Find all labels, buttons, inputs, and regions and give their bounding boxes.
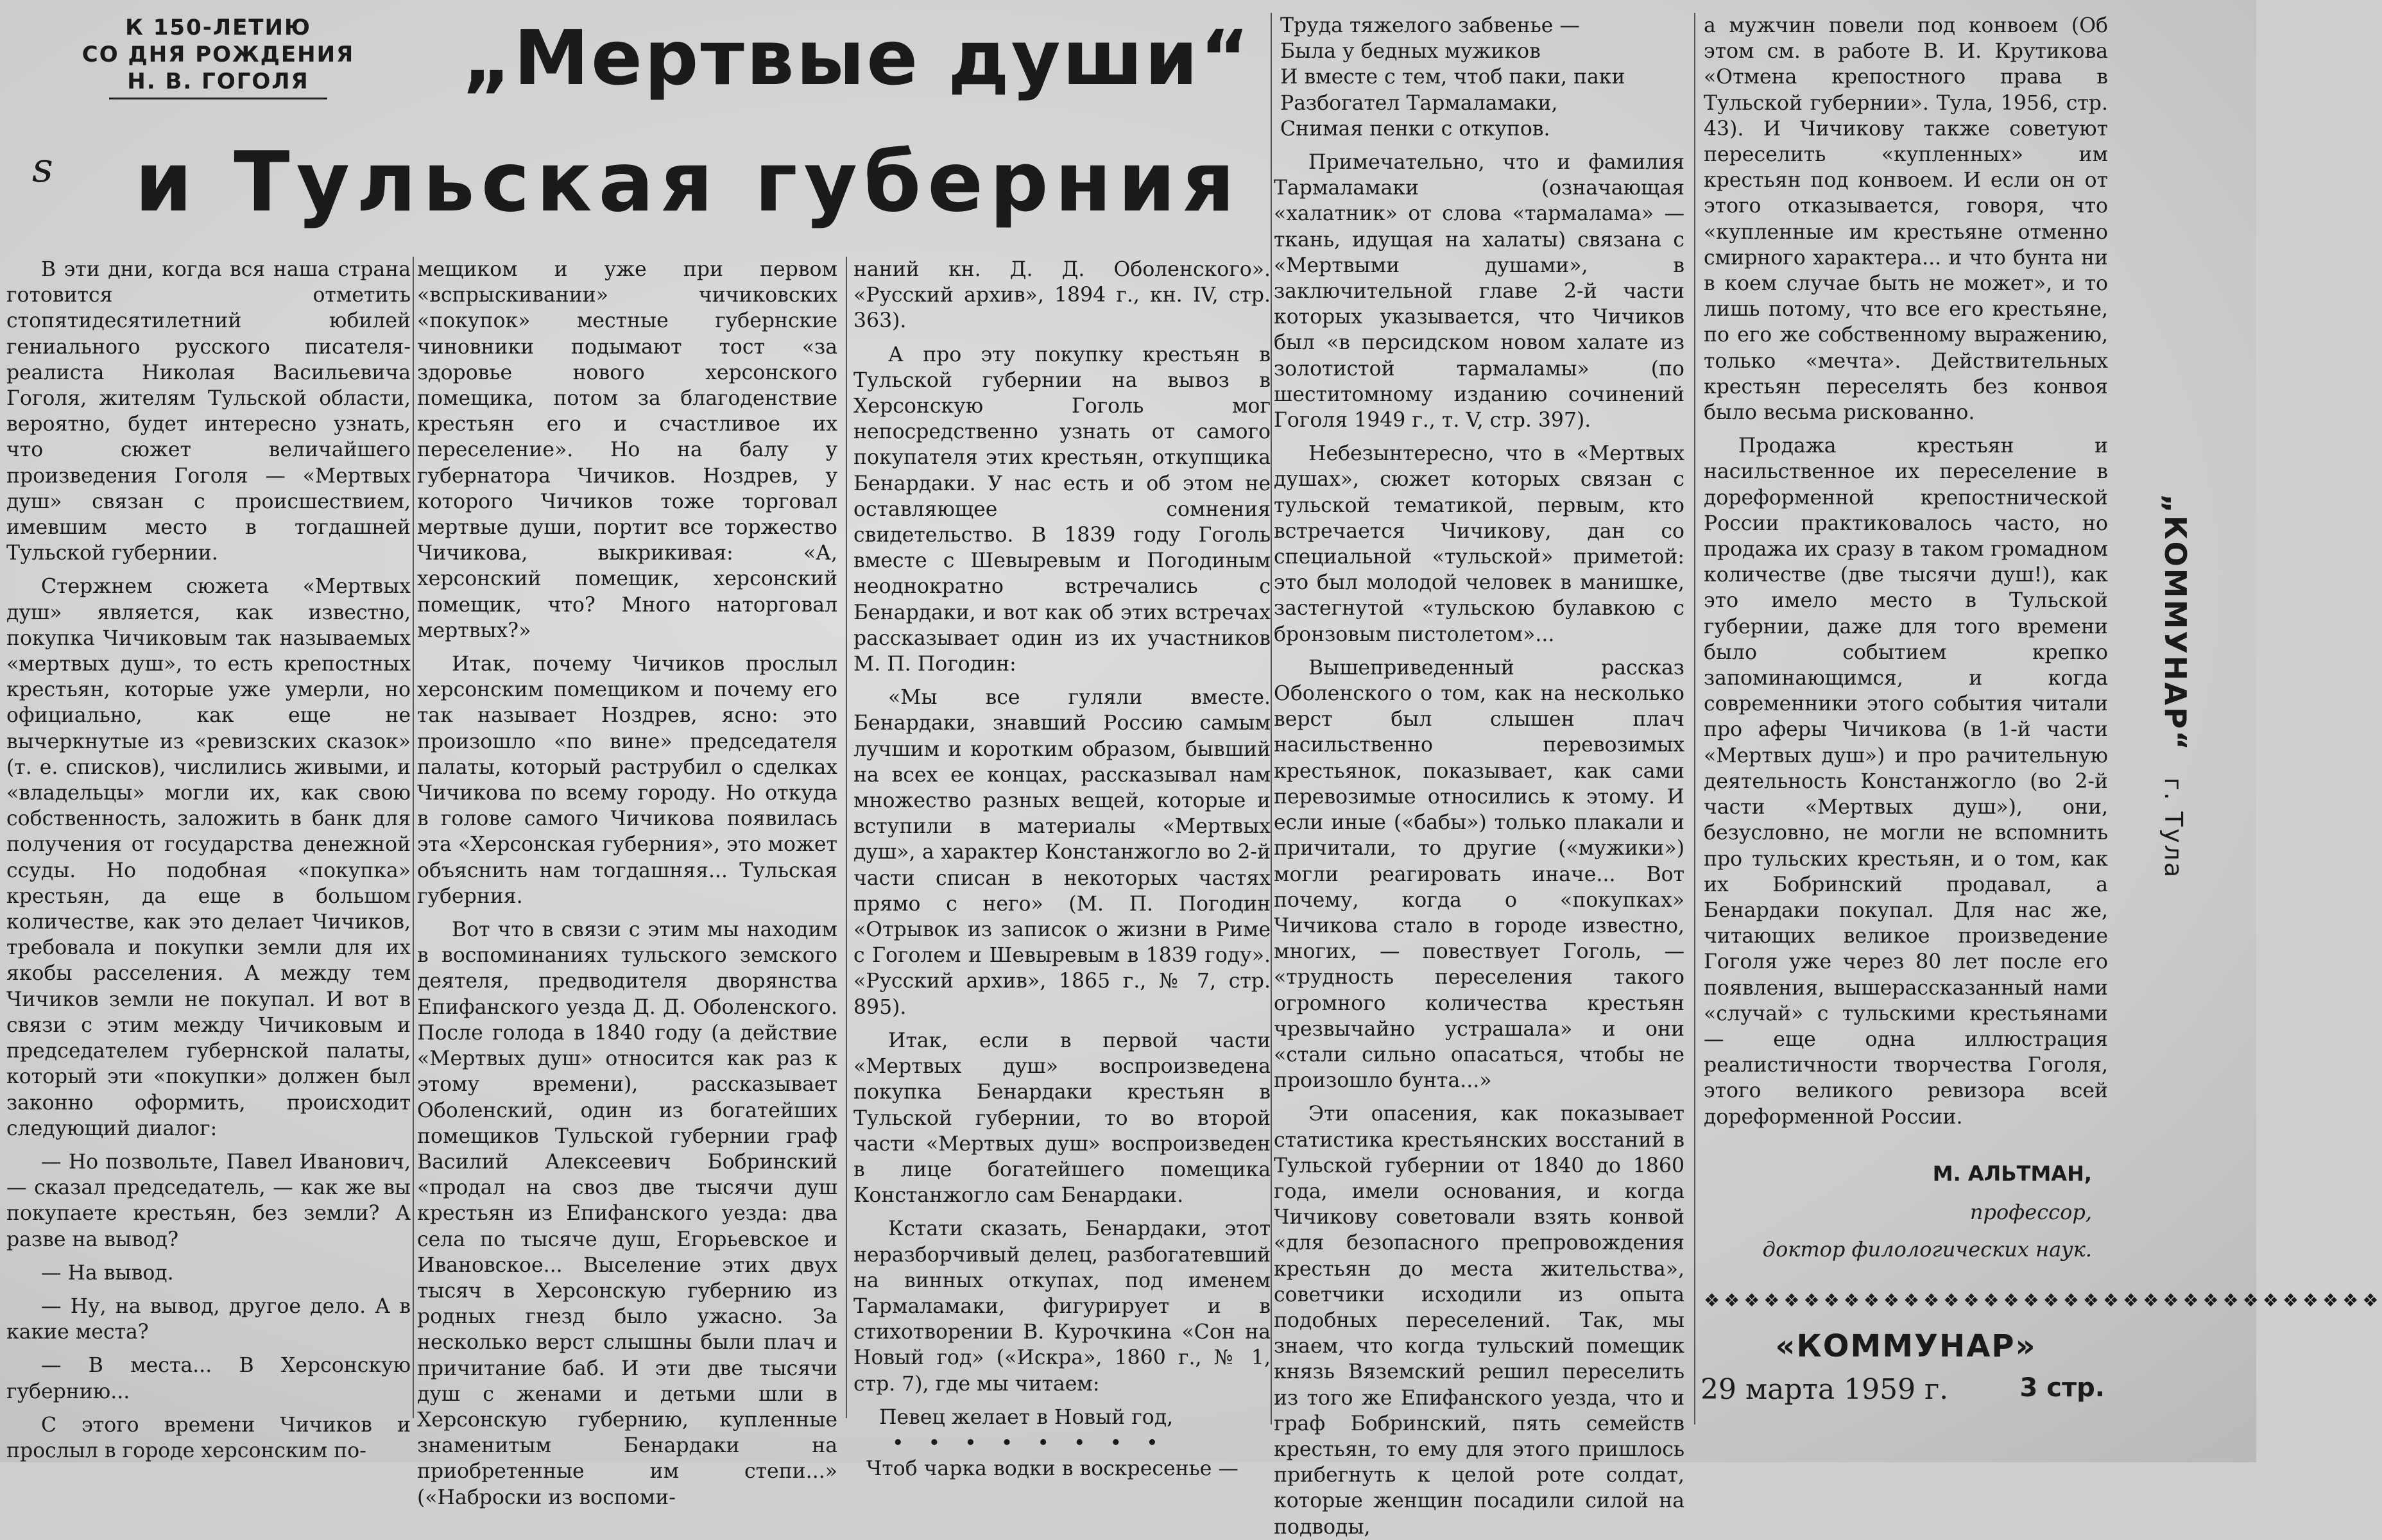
stamp-name: „КОММУНАР“ bbox=[2158, 493, 2193, 752]
verse-ellipsis: • • • • • • • • bbox=[892, 1431, 1167, 1455]
column-rule bbox=[413, 257, 414, 1418]
paragraph: Вот что в связи с этим мы находим в воспоминаниях тульского земского деятеля, предводителя дворянства Епифанского уезда Д. Д. Оболенского. После голода в 1840 году (а действие «Мертвых душ» относится как раз к этому времени), рассказывает Оболенский, один из богатейших помещиков Тульской губернии граф Василий Алексеевич Бобринский «продал на своз две тысячи душ крестьян из Епифанского уезда: два села по тысяче душ, Егорьевское и Ивановское... Выселение этих двух тысяч в Херсонскую губернию из родных гнезд было ужасно. За несколько верст слышны были плач и причитание баб. И эти две тысячи душ с женами и детьми шли в Херсонскую губернию, купленные знаменитым Бенардаки на приобретенные им степи...» («Наброски из воспоми- bbox=[417, 918, 837, 1509]
paragraph: Небезынтересно, что в «Мертвых душах», сюжет которых связан с тульской тематикой, первым, кто встречается Чичикову, дан со специальной «тульской» приметой: это был молодой человек в манишке, застегнутой «тульскою булавкою с бронзовым пистолетом»... bbox=[1274, 442, 1684, 646]
paragraph: Итак, почему Чичиков прослыл херсонским помещиком и почему его так называет Ноздрев, ясно: это произошло «по вине» председателя палаты, который раструбил о сделках Чичикова по всему городу. Но откуда в голове самого Чичикова появилась эта «Херсонская губерния», это может объяснить нам тогдашняя... Тульская губерния. bbox=[417, 653, 837, 908]
column-rule bbox=[1271, 13, 1272, 1425]
kicker-line: К 150-ЛЕТИЮ bbox=[125, 15, 311, 40]
paragraph: — Ну, на вывод, другое дело. А в какие места? bbox=[6, 1294, 411, 1344]
verse-line: Певец желает в Новый год, bbox=[879, 1405, 1174, 1429]
paragraph: Эти опасения, как показывает статистика крестьянских восстаний в Тульской губернии от 1840 до 1860 года, имели основания, и когда Чичикову советовали взять конвой «для безопасного препровождения крестьян до места жительства», советчики исходили из опыта подобных переселений. Так, мы знаем, что когда тульский помещик князь Вяземский решил переселить из того же Епифанского уезда, что и граф Бобринский, пять семейств крестьян, то ему для этого пришлось прибегнуть к целой роте солдат, которые женщин посадили силой на подводы, bbox=[1274, 1102, 1684, 1539]
paragraph: С этого времени Чичиков и прослыл в городе херсонским по- bbox=[6, 1413, 411, 1462]
author-name: М. АЛЬТМАН, bbox=[1932, 1161, 2092, 1186]
paragraph: Итак, если в первой части «Мертвых душ» воспроизведена покупка Бенардаки крестьян в Тульской губернии, то во второй части «Мертвых душ» воспроизведен в лице богатейшего помещика Констанжогло сам Бенардаки. bbox=[853, 1029, 1271, 1208]
paragraph: — Но позвольте, Павел Иванович, — сказал председатель, — как же вы покупаете крестьян, без земли? А разве на вывод? bbox=[6, 1150, 411, 1251]
paragraph: наний кн. Д. Д. Оболенского». «Русский архив», 1894 г., кн. IV, стр. 363). bbox=[853, 258, 1271, 333]
kicker-line: Н. В. ГОГОЛЯ bbox=[127, 69, 309, 94]
verse-line: Труда тяжелого забвенье — bbox=[1280, 14, 1580, 37]
paragraph: мещиком и уже при первом «вспрыскивании» чичиковских «покупок» местные губернские чиновники подымают тост «за здоровье нового херсонского помещика, потом за благоденствие крестьян его и счастливое их переселение». Но на балу у губернатора Чичиков. Ноздрев, у которого Чичиков тоже торговал мертвые души, портит все торжество Чичикова, выкрикивая: «А, херсонский помещик, херсонский помещик, что? Много наторговал мертвых?» bbox=[417, 258, 837, 642]
newspaper-name: «КОММУНАР» bbox=[1775, 1328, 2037, 1364]
kicker-underline bbox=[109, 98, 327, 99]
article-column-5 bbox=[1704, 13, 2108, 1245]
column-rule bbox=[1694, 13, 1695, 1425]
author-degree: доктор филологических наук. bbox=[1762, 1237, 2092, 1262]
verse-line: Чтоб чарка водки в воскресенье — bbox=[866, 1457, 1238, 1481]
page-number: 3 стр. bbox=[2019, 1373, 2105, 1403]
paragraph: А про эту покупку крестьян в Тульской губернии на вывоз в Херсонскую Гоголь мог непосредственно узнать от самого покупателя этих крестьян, откупщика Бенардаки. У нас есть и об этом не оставляющее сомнения свидетельство. В 1839 году Гоголь вместе с Шевыревым и Погодиным неоднократно встречались с Бенардаки, и вот как об этих встречах рассказывает один из их участников М. П. Погодин: bbox=[853, 343, 1271, 676]
issue-date: 29 марта 1959 г. bbox=[1701, 1373, 1949, 1406]
decorative-separator: ❖❖❖❖❖❖❖❖❖❖❖❖❖❖❖❖❖❖❖❖❖❖❖❖❖❖❖❖❖❖❖❖❖❖ bbox=[1704, 1290, 2382, 1311]
column-rule bbox=[846, 257, 847, 1418]
margin-mark: s bbox=[32, 144, 53, 192]
paragraph: Стержнем сюжета «Мертвых душ» является, как известно, покупка Чичиковым так называемых «мертвых душ», то есть крепостных крестьян, которые уже умерли, но официально, как еще не вычеркнутые из «ревизских сказок» (т. е. списков), числились живыми, и «владельцы» могли их, как свою собственность, заложить в банк для получения от государства денежной ссуды. Но подобная «покупка» крестьян, да еще в большом количестве, как это делает Чичиков, требовала и покупки земли для их якобы расселения. А между тем Чичиков земли не покупал. И вот в связи с этим между Чичиковым и председателем губернской палаты, который эти «покупки» должен был законно оформить, происходит следующий диалог: bbox=[6, 575, 411, 1140]
paragraph: В эти дни, когда вся наша страна готовится отметить стопятидесятилетний юбилей гениального русского писателя-реалиста Николая Васильевича Гоголя, жителям Тульской области, вероятно, будет интересно узнать, что сюжет величайшего произведения Гоголя — «Мертвых душ» связан с происшествием, имевшим место в тогдашней Тульской губернии. bbox=[6, 258, 411, 565]
dateline bbox=[1701, 1373, 2111, 1406]
verse-line: Разбогател Тармаламаки, bbox=[1280, 91, 1558, 115]
paragraph: Продажа крестьян и насильственное их переселение в дореформенной крепостнической России практиковалось часто, но продажа их сразу в таком громадном количестве (две тысячи душ!), как это имело место в Тульской губернии, даже для того времени было событием крепко запоминающимся, и когда современники этого события читали про аферы Чичикова (в 1-й части «Мертвых душ») и про рачительную деятельность Констанжогло (во 2-й части «Мертвых душ»), они, безусловно, не могли не вспомнить про тульских крестьян, и о том, как их Бобринский продавал, а Бенардаки покупал. Для нас же, читающих великое произведение Гоголя уже через 80 лет после его появления, вышерассказанный нами «случай» с тульскими крестьянами — еще одна иллюстрация реалистичности творчества Гоголя, этого великого ревизора всей дореформенной России. bbox=[1704, 434, 2108, 1129]
article-column-1 bbox=[6, 257, 411, 1462]
headline-line-1: „Мертвые души“ bbox=[462, 13, 1252, 102]
verse-line: Была у бедных мужиков bbox=[1280, 40, 1541, 64]
archive-stamp bbox=[2111, 398, 2240, 975]
paragraph: «Мы все гуляли вместе. Бенардаки, знавший Россию самым лучшим и коротким образом, бывший на всех ее концах, рассказывал нам множество разных вещей, которые и вступили в материалы «Мертвых душ», а характер Констанжогло во 2-й части списан в некоторых частях прямо с него» (М. П. Погодин «Отрывок из записок о жизни в Риме с Гоголем и Шевыревым в 1839 году». «Русский архив», 1865 г., № 7, стр. 895). bbox=[853, 686, 1271, 1019]
verse-line: И вместе с тем, чтоб паки, паки bbox=[1280, 65, 1625, 89]
author-title: профессор, bbox=[1969, 1200, 2092, 1224]
paragraph: а мужчин повели под конвоем (Об этом см. в работе В. И. Крутикова «Отмена крепостного права в Тульской губернии». Тула, 1956, стр. 43). И Чичикову также советуют переселить «купленных» им крестьян под конвоем. И если он от этого отказывается, говоря, что «купленные им крестьяне отменно смирного характера... и что бунта ни в коем случае быть не может», и то лишь потому, что все его крестьяне, по его же собственному выражению, только «мечта». Действительных крестьян переселять без конвоя было весьма рискованно. bbox=[1704, 14, 2108, 425]
paragraph: Примечательно, что и фамилия Тармаламаки (означающая «халатник» от слова «тармалама» — ткань, идущая на халаты) связана с «Мертвыми душами», в заключительной главе 2-й части которых указывается, что Чичиков был «в персидском новом халате из золотистой тармаламы» (по шеститомному изданию сочинений Гоголя 1949 г., т. V, стр. 397). bbox=[1274, 151, 1684, 432]
paragraph: — На вывод. bbox=[41, 1261, 174, 1285]
article-column-3 bbox=[853, 257, 1271, 1481]
stamp-text bbox=[2158, 494, 2193, 879]
headline-line-2: и Тульская губерния bbox=[135, 135, 1241, 230]
stamp-city: г. Тула bbox=[2159, 777, 2188, 880]
paragraph: — В места... В Херсонскую губернию... bbox=[6, 1354, 411, 1403]
kicker bbox=[77, 14, 359, 99]
verse-line: Снимая пенки с откупов. bbox=[1280, 117, 1550, 141]
paragraph: Вышеприведенный рассказ Оболенского о том, как на несколько верст был слышен плач насильственно перевозимых крестьянок, показывает, как сами перевозимые относились к этому. И если иные («бабы») только плакали и причитали, то другие («мужики») могли реагировать иначе... Вот почему, когда о «покупках» Чичикова стало в городе известно, многих, — повествует Гоголь, — «трудность переселения такого огромного количества крестьян чрезвычайно устрашала» и они «стали сильно опасаться, чтобы не произошло бунта...» bbox=[1274, 656, 1684, 1093]
kicker-line: СО ДНЯ РОЖДЕНИЯ bbox=[81, 42, 355, 67]
paragraph: Кстати сказать, Бенардаки, этот неразборчивый делец, разбогатевший на винных откупах, под именем Тармаламаки, фигурирует и в стихотворении В. Курочкина «Сон на Новый год» («Искра», 1860 г., № 1, стр. 7), где мы читаем: bbox=[853, 1217, 1271, 1396]
article-column-2 bbox=[417, 257, 837, 1509]
article-column-4 bbox=[1274, 13, 1684, 1539]
